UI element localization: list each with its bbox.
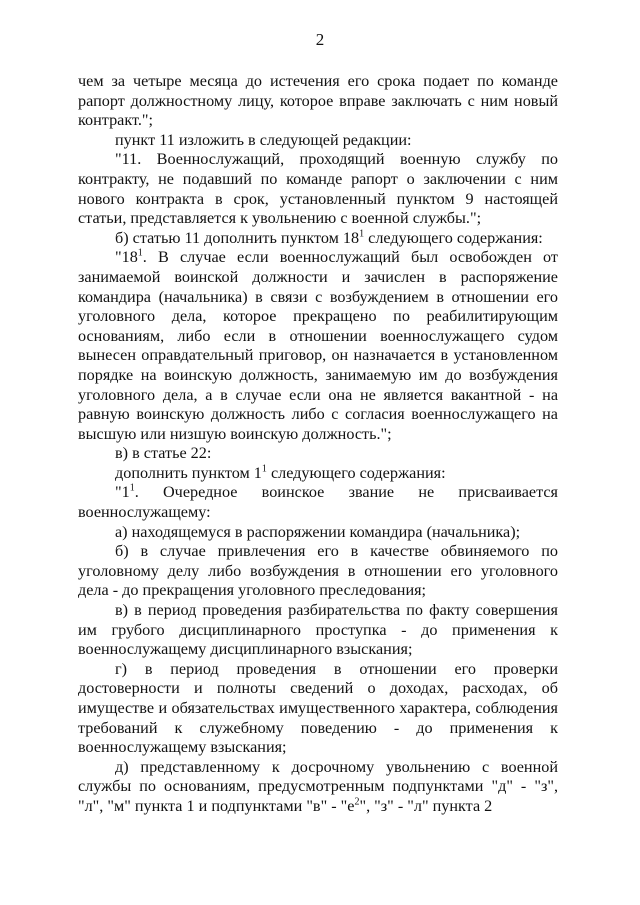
superscript-text: 2: [354, 796, 360, 808]
paragraph-text: г) в период проведения в отношении его проверки достоверности и полноты сведений о доходах, расходах, об имуществе и обязательствах имущественного характера, соблюдения требований к служебному поведению - до применения к военнослужащему взыскания;: [78, 659, 558, 757]
paragraph: [78, 248, 558, 444]
paragraph-text: ", "з" - "л" пункта 2: [359, 796, 493, 815]
paragraph: [78, 464, 558, 484]
paragraph-text: следующего содержания:: [364, 228, 543, 247]
paragraph-text: в) в период проведения разбирательства по факту совершения им грубого дисциплинарного проступка - до применения к военнослужащему дисциплинарного взыскания;: [78, 601, 558, 659]
paragraph: [78, 601, 558, 660]
superscript-text: 1: [129, 483, 135, 495]
paragraph-text: "11. Военнослужащий, проходящий военную службу по контракту, не подавший по команде рапорт о заключении с ним нового контракта в срок, установленный пунктом 9 настоящей статьи, представляется к увольнению с военной службы.";: [78, 150, 558, 228]
paragraph-text: а) находящемуся в распоряжении командира (начальника);: [115, 522, 521, 541]
document-text-body: [78, 72, 558, 817]
paragraph: [78, 150, 558, 228]
paragraph-text: . В случае если военнослужащий был освобожден от занимаемой воинской должности и зачислен в распоряжение командира (начальника) в связи с возбуждением в отношении его уголовного дела, которое прекращено по реабилитирующим основаниям, либо если в отношении военнослужащего судом вынесен оправдательный приговор, он назначается в установленном порядке на воинскую должность, занимаемую им до возбуждения уголовного дела, а в случае если она не является вакантной - на равную воинскую должность либо с согласия военнослужащего на высшую или низшую воинскую должность.";: [78, 248, 558, 443]
superscript-text: 1: [261, 463, 267, 475]
paragraph: [78, 72, 558, 131]
paragraph-text: б) в случае привлечения его в качестве обвиняемого по уголовному делу либо возбуждения в отношении его уголовного дела - до прекращения уголовного преследования;: [78, 542, 558, 600]
paragraph: [78, 483, 558, 522]
paragraph: [78, 660, 558, 758]
paragraph-text: "1: [115, 483, 130, 502]
paragraph-text: в) в статье 22:: [115, 444, 212, 463]
paragraph-text: пункт 11 изложить в следующей редакции:: [115, 130, 412, 149]
paragraph-text: . Очередное воинское звание не присваивается военнослужащему:: [78, 483, 558, 522]
paragraph-text: следующего содержания:: [266, 463, 446, 482]
paragraph-text: б) статью 11 дополнить пунктом 18: [115, 228, 360, 247]
page-number: 2: [315, 30, 325, 49]
paragraph: [78, 444, 558, 464]
paragraph-text: чем за четыре месяца до истечения его срока подает по команде рапорт должностному лицу, которое вправе заключать с ним новый контракт.";: [78, 72, 558, 130]
paragraph-text: д) представленному к досрочному увольнению с военной службы по основаниям, предусмотренным подпунктами "д" - "з", "л", "м" пункта 1 и подпунктами "в" - "е: [78, 757, 558, 815]
paragraph: [78, 523, 558, 543]
paragraph: [78, 542, 558, 601]
paragraph: [78, 229, 558, 249]
paragraph-text: дополнить пунктом 1: [115, 463, 262, 482]
superscript-text: 1: [137, 247, 143, 259]
paragraph: [78, 131, 558, 151]
superscript-text: 1: [359, 228, 365, 240]
paragraph: [78, 758, 558, 817]
paragraph-text: "18: [115, 248, 138, 267]
